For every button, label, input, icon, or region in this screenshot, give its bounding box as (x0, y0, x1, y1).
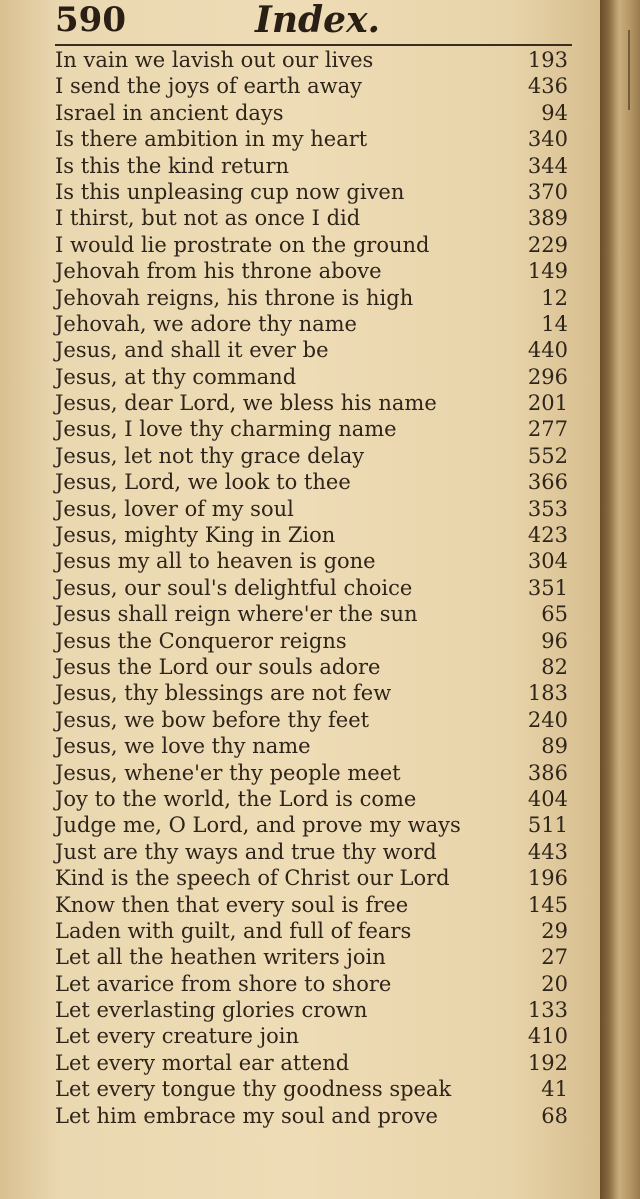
entry-number: 12 (541, 285, 568, 310)
entry-title: Jesus, I love thy charming name (55, 417, 397, 442)
index-entry (55, 654, 575, 680)
entry-number: 229 (527, 232, 568, 257)
entry-number: 552 (527, 443, 568, 468)
entry-number: 386 (527, 760, 568, 785)
index-entry (55, 997, 575, 1023)
entry-number: 389 (527, 206, 568, 231)
index-entry (55, 733, 575, 759)
entry-title: Jesus, dear Lord, we bless his name (55, 391, 437, 416)
index-entry (55, 707, 575, 733)
index-entry (55, 258, 575, 284)
entry-title: Jesus shall reign where'er the sun (55, 602, 418, 627)
entry-number: 82 (541, 654, 568, 679)
index-entry (55, 944, 575, 970)
index-entry (55, 892, 575, 918)
index-entry (55, 1050, 575, 1076)
entry-number: 340 (527, 127, 568, 152)
index-entry (55, 443, 575, 469)
index-entry (55, 548, 575, 574)
entry-number: 149 (527, 259, 568, 284)
entry-title: Laden with guilt, and full of fears (55, 918, 412, 943)
entry-title: Jehovah, we adore thy name (55, 311, 357, 336)
entry-title: Jesus, whene'er thy people meet (55, 760, 401, 785)
entry-title: Jesus my all to heaven is gone (55, 549, 376, 574)
index-entry (55, 390, 575, 416)
entry-number: 14 (541, 311, 568, 336)
index-entry (55, 496, 575, 522)
entry-number: 20 (541, 971, 568, 996)
index-entry (55, 680, 575, 706)
index-entry (55, 865, 575, 891)
entry-title: Is there ambition in my heart (55, 127, 368, 152)
entry-number: 511 (527, 813, 568, 838)
entry-title: Joy to the world, the Lord is come (55, 786, 417, 811)
index-entry (55, 232, 575, 258)
entry-number: 296 (527, 364, 568, 389)
page-number: 590 (55, 0, 126, 40)
index-entry (55, 1076, 575, 1102)
index-entry (55, 601, 575, 627)
entry-number: 41 (541, 1077, 568, 1102)
entry-title: Jehovah from his throne above (55, 259, 382, 284)
entry-title: I send the joys of earth away (55, 74, 362, 99)
entry-number: 440 (527, 338, 568, 363)
index-entry (55, 47, 575, 73)
entry-number: 29 (541, 918, 568, 943)
entry-title: Jesus, let not thy grace delay (55, 443, 365, 468)
index-entry (55, 337, 575, 363)
index-entry (55, 1023, 575, 1049)
index-entry (55, 179, 575, 205)
entry-number: 193 (527, 48, 568, 72)
entry-title: Jehovah reigns, his throne is high (55, 285, 414, 310)
entry-title: Jesus, mighty King in Zion (55, 523, 336, 548)
index-entry (55, 205, 575, 231)
header-rule (55, 44, 572, 46)
entry-title: Let every creature join (55, 1024, 300, 1049)
entry-number: 443 (527, 839, 568, 864)
index-entry (55, 628, 575, 654)
entry-number: 240 (527, 707, 568, 732)
entry-title: Jesus, and shall it ever be (55, 338, 329, 363)
index-entry (55, 364, 575, 390)
entry-title: Let every tongue thy goodness speak (55, 1077, 452, 1102)
entry-title: Judge me, O Lord, and prove my ways (55, 813, 461, 838)
entry-title: Know then that every soul is free (55, 892, 409, 917)
index-entry (55, 760, 575, 786)
entry-title: I would lie prostrate on the ground (55, 232, 430, 257)
index-entry (55, 522, 575, 548)
index-entry (55, 153, 575, 179)
entry-title: Jesus, lover of my soul (55, 496, 294, 521)
index-entry (55, 469, 575, 495)
index-entry (55, 100, 575, 126)
entry-title: Let avarice from shore to shore (55, 971, 392, 996)
entry-number: 370 (527, 179, 568, 204)
entry-title: Jesus the Conqueror reigns (55, 628, 347, 653)
entry-title: Kind is the speech of Christ our Lord (55, 866, 450, 891)
index-entry (55, 575, 575, 601)
index-entry (55, 786, 575, 812)
index-entry (55, 126, 575, 152)
entry-number: 68 (541, 1103, 568, 1128)
entry-title: Israel in ancient days (55, 100, 284, 125)
entry-number: 192 (527, 1050, 568, 1075)
entry-title: Let every mortal ear attend (55, 1050, 350, 1075)
index-entry (55, 311, 575, 337)
entry-number: 196 (527, 866, 568, 891)
entry-title: Is this the kind return (55, 153, 290, 178)
entry-title: Jesus, Lord, we look to thee (55, 470, 351, 495)
entry-title: I thirst, but not as once I did (55, 206, 361, 231)
index-entry (55, 285, 575, 311)
book-spine-edge (600, 0, 640, 1199)
entry-title: Let everlasting glories crown (55, 998, 368, 1023)
entry-number: 183 (527, 681, 568, 706)
entry-title: Jesus, we love thy name (55, 734, 311, 759)
entry-title: Jesus the Lord our souls adore (55, 654, 381, 679)
entry-number: 145 (527, 892, 568, 917)
entry-number: 201 (527, 391, 568, 416)
entry-title: Jesus, at thy command (55, 364, 297, 389)
entry-number: 277 (527, 417, 568, 442)
index-entry (55, 812, 575, 838)
entry-number: 351 (527, 575, 568, 600)
entry-title: Let all the heathen writers join (55, 945, 386, 970)
index-entry (55, 971, 575, 997)
entry-title: Just are thy ways and true thy word (55, 839, 437, 864)
entry-number: 89 (541, 734, 568, 759)
entry-number: 304 (527, 549, 568, 574)
entry-number: 133 (527, 998, 568, 1023)
index-entry (55, 918, 575, 944)
entry-number: 96 (541, 628, 568, 653)
entry-number: 344 (527, 153, 568, 178)
running-title: Index. (255, 0, 381, 41)
index-entry (55, 839, 575, 865)
index-list (55, 47, 575, 1129)
entry-number: 436 (527, 74, 568, 99)
entry-title: Let him embrace my soul and prove (55, 1103, 438, 1128)
entry-title: Is this unpleasing cup now given (55, 179, 405, 204)
entry-number: 423 (527, 523, 568, 548)
entry-number: 366 (527, 470, 568, 495)
entry-title: In vain we lavish out our lives (55, 48, 374, 72)
index-entry (55, 1103, 575, 1129)
facing-page-edge (628, 30, 640, 110)
entry-title: Jesus, we bow before thy feet (55, 707, 370, 732)
entry-number: 410 (527, 1024, 568, 1049)
entry-number: 65 (541, 602, 568, 627)
index-entry (55, 416, 575, 442)
entry-number: 94 (541, 100, 568, 125)
entry-number: 353 (527, 496, 568, 521)
entry-number: 27 (541, 945, 568, 970)
index-entry (55, 73, 575, 99)
page-header (55, 0, 575, 46)
entry-number: 404 (527, 786, 568, 811)
entry-title: Jesus, our soul's delightful choice (55, 575, 413, 600)
entry-title: Jesus, thy blessings are not few (55, 681, 392, 706)
